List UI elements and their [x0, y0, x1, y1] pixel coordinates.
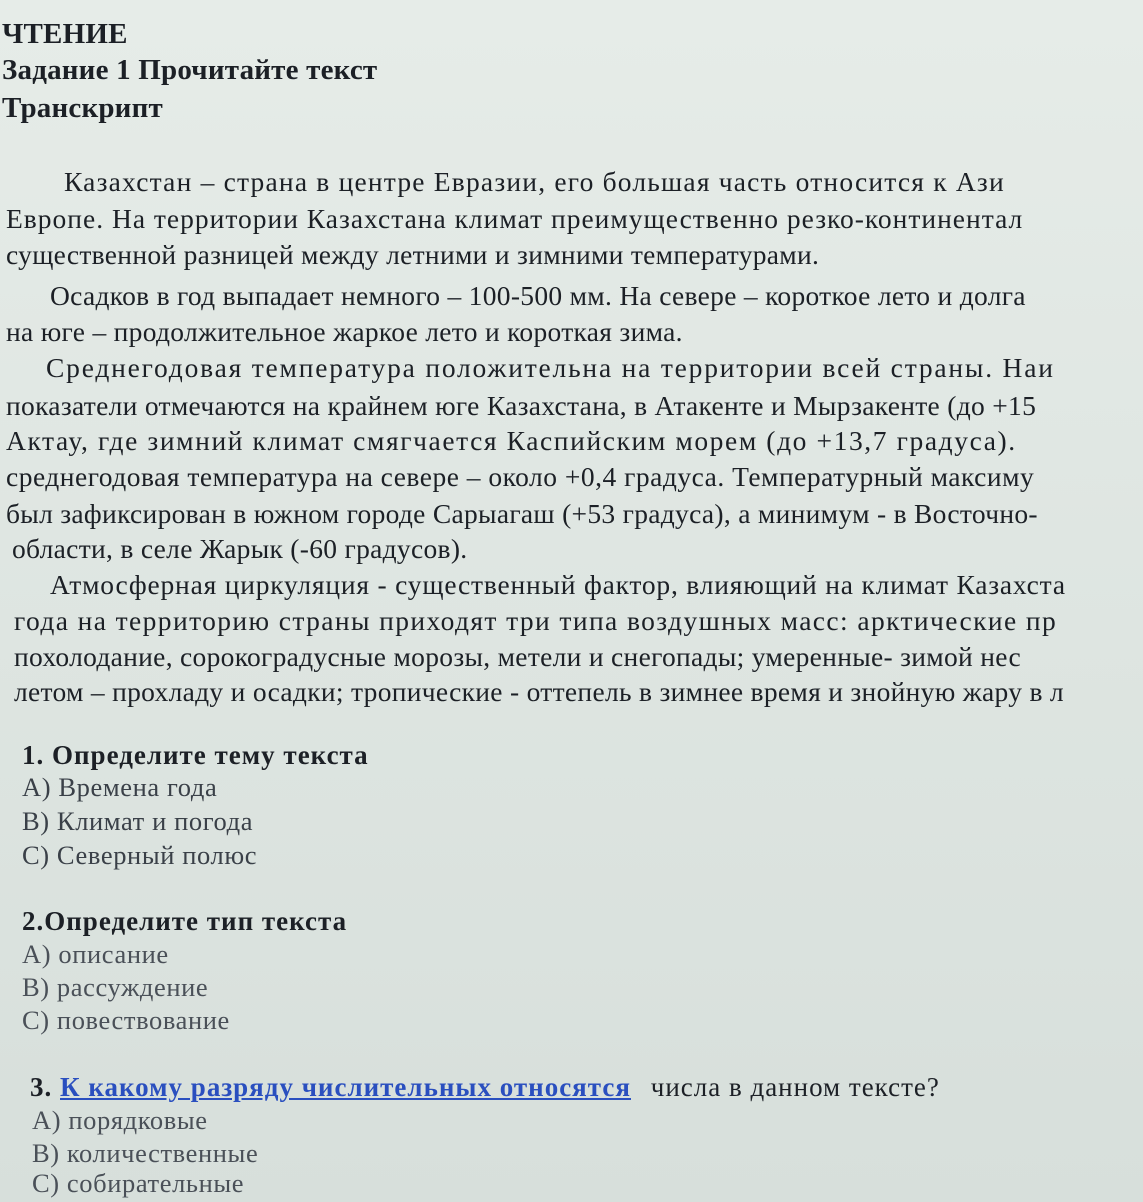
question-link[interactable]: К какому разряду числительных относятся — [60, 1072, 631, 1102]
text-line: Казахстан – страна в центре Евразии, его большая часть относится к Ази — [64, 166, 1005, 197]
answer-option: В) количественные — [32, 1138, 259, 1168]
answer-option: С) собирательные — [32, 1168, 245, 1198]
text-line: Атмосферная циркуляция - существенный фактор, влияющий на климат Казахста — [50, 569, 1066, 600]
answer-option: В) Климат и погода — [22, 806, 254, 836]
question-title: 2.Определите тип текста — [22, 906, 348, 936]
text-line: Европе. На территории Казахстана климат преимущественно резко-континентал — [6, 203, 1024, 234]
answer-option: А) Времена года — [22, 772, 218, 802]
answer-option: А) порядковые — [32, 1105, 208, 1135]
task-heading: Задание 1 Прочитайте текст — [2, 54, 378, 86]
question-number: 3. — [30, 1072, 53, 1102]
text-line: летом – прохладу и осадки; тропические - оттепель в зимнее время и знойную жару в л — [14, 676, 1064, 707]
answer-option: В) рассуждение — [22, 972, 209, 1002]
question-suffix: числа в данном тексте? — [650, 1072, 940, 1102]
text-line: среднегодовая температура на севере – около +0,4 градуса. Температурный максиму — [6, 461, 1035, 492]
transcript-heading: Транскрипт — [2, 92, 163, 124]
text-line: области, в селе Жарык (-60 градусов). — [12, 533, 468, 564]
text-line: показатели отмечаются на крайнем юге Казахстана, в Атакенте и Мырзакенте (до +15 — [6, 390, 1037, 421]
text-line: похолодание, сорокоградусные морозы, метели и снегопады; умеренные- зимой нес — [14, 641, 1021, 672]
answer-option: С) повествование — [22, 1005, 230, 1035]
text-line: существенной разницей между летними и зимними температурами. — [6, 239, 820, 270]
answer-option: С) Северный полюс — [22, 840, 258, 870]
text-line: Осадков в год выпадает немного – 100-500 мм. На севере – короткое лето и долга — [50, 280, 1026, 311]
question-title — [30, 1072, 940, 1103]
text-line: был зафиксирован в южном городе Сарыагаш (+53 градуса), а минимум - в Восточно- — [6, 498, 1038, 529]
text-line: Актау, где зимний климат смягчается Каспийским морем (до +13,7 градуса). — [6, 425, 1017, 456]
text-line: года на территорию страны приходят три типа воздушных масс: арктические пр — [14, 605, 1058, 636]
text-line: Среднегодовая температура положительна на территории всей страны. Наи — [46, 352, 1055, 383]
answer-option: А) описание — [22, 939, 169, 969]
question-title: 1. Определите тему текста — [22, 740, 369, 770]
text-line: на юге – продолжительное жаркое лето и короткая зима. — [6, 316, 683, 347]
section-heading: ЧТЕНИЕ — [2, 18, 128, 50]
